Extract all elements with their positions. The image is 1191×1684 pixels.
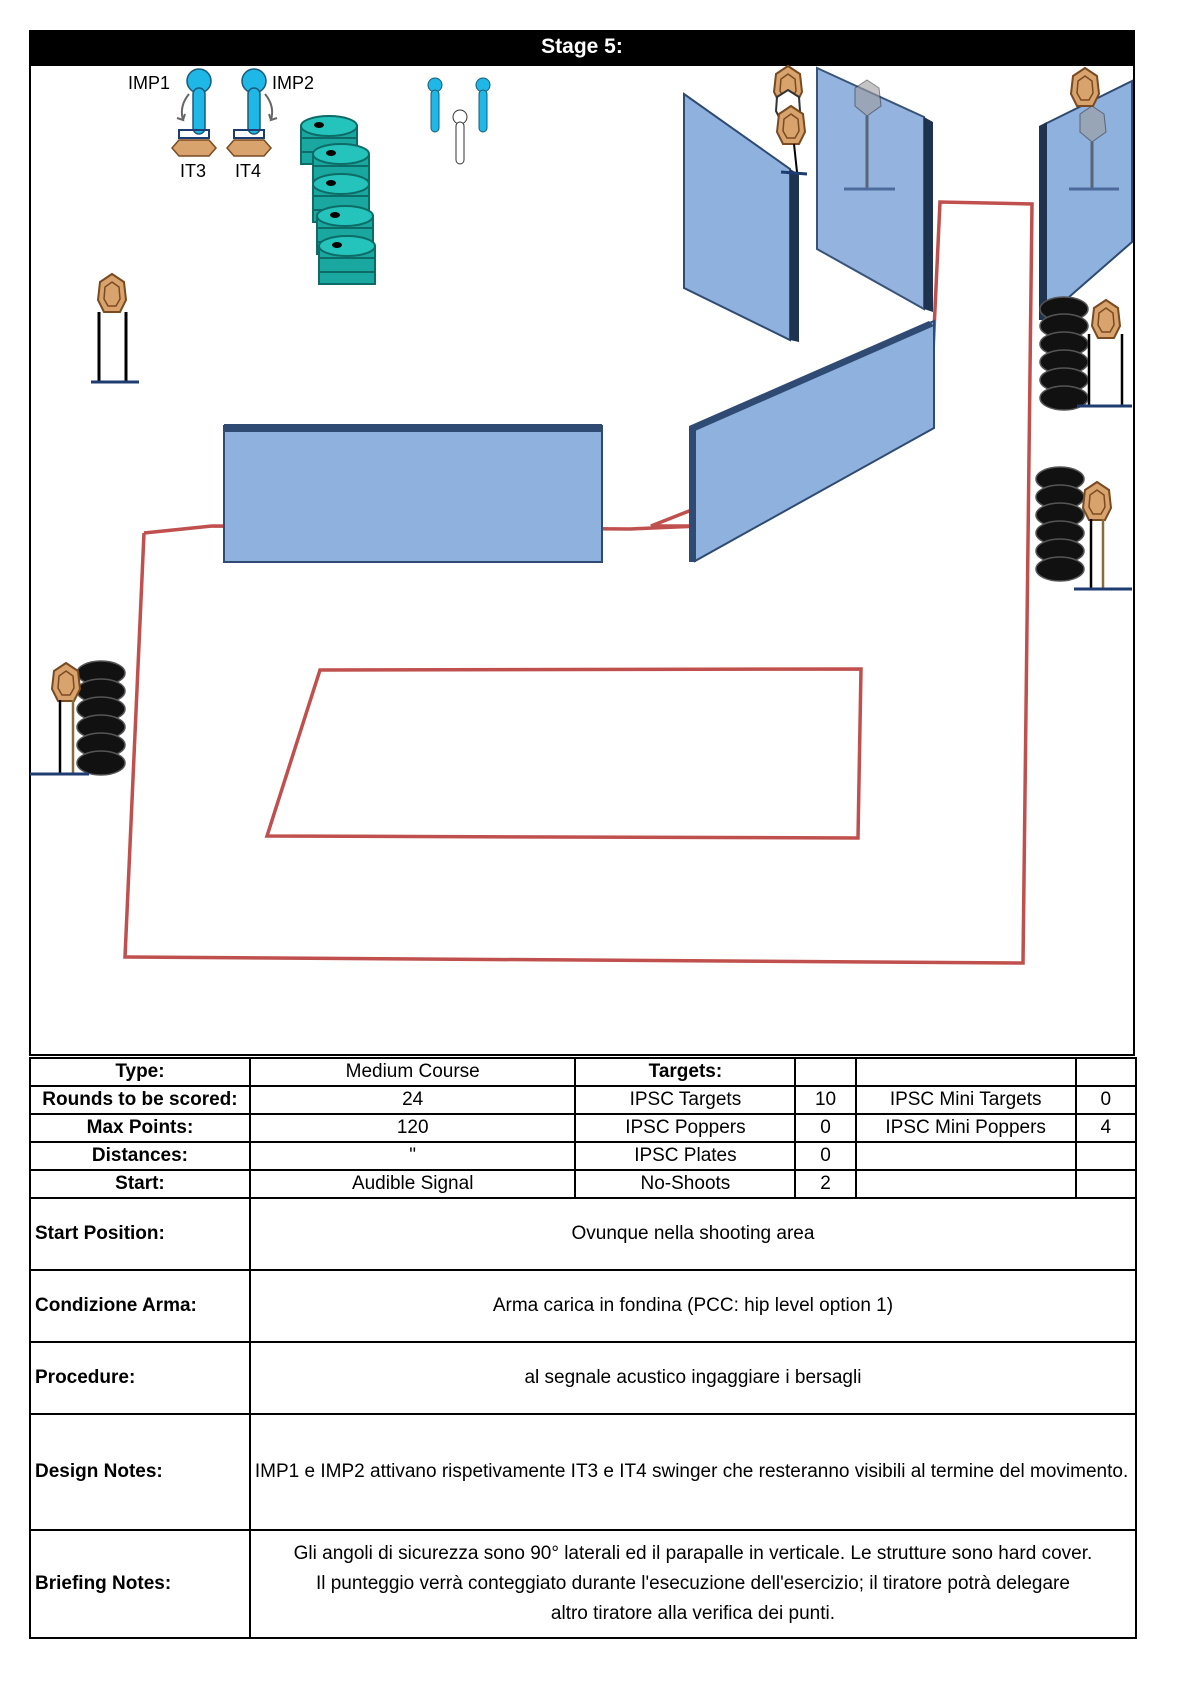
targets-header: Targets: — [575, 1058, 795, 1086]
rounds-value: 24 — [250, 1086, 576, 1114]
distances-value: " — [250, 1142, 576, 1170]
ipsc-plates-label: IPSC Plates — [575, 1142, 795, 1170]
briefing-notes-label: Briefing Notes: — [30, 1530, 250, 1638]
ipsc-target-top-right — [1071, 68, 1099, 106]
stage-diagram — [29, 64, 1135, 1056]
condizione-arma-label: Condizione Arma: — [30, 1270, 250, 1342]
procedure-value: al segnale acustico ingaggiare i bersagli — [250, 1342, 1136, 1414]
it3-label: IT3 — [180, 161, 207, 181]
briefing-line-1: Gli angoli di sicurezza sono 90° laterali ed il parapalle in verticale. Le strutture sono hard cover. — [293, 1543, 1093, 1564]
ipsc-target-top-b — [777, 106, 805, 144]
tire-stack-left — [77, 661, 125, 775]
mini-poppers-label: IPSC Mini Poppers — [856, 1114, 1076, 1142]
design-notes-value: IMP1 e IMP2 attivano rispetivamente IT3 e IT4 swinger che resteranno visibili al termine del movimento. — [250, 1414, 1136, 1530]
noshoots-label: No-Shoots — [575, 1170, 795, 1198]
stage-info-table — [29, 1057, 1137, 1639]
tire-stack-right-1 — [1040, 297, 1088, 410]
ipsc-targets-label: IPSC Targets — [575, 1086, 795, 1114]
condizione-arma-value: Arma carica in fondina (PCC: hip level option 1) — [250, 1270, 1136, 1342]
ipsc-targets-value: 10 — [795, 1086, 855, 1114]
mini-targets-value: 0 — [1076, 1086, 1136, 1114]
briefing-line-2: Il punteggio verrà conteggiato durante l'esecuzione dell'esercizio; il tiratore potrà delegare — [315, 1573, 1070, 1594]
maxpoints-label: Max Points: — [30, 1114, 250, 1142]
noshoots-value: 2 — [795, 1170, 855, 1198]
ipsc-poppers-value: 0 — [795, 1114, 855, 1142]
type-value: Medium Course — [250, 1058, 576, 1086]
briefing-line-3: altro tiratore alla verifica dei punti. — [550, 1603, 835, 1624]
it4-label: IT4 — [235, 161, 262, 181]
wall-center — [224, 424, 602, 562]
ipsc-poppers-label: IPSC Poppers — [575, 1114, 795, 1142]
tire-stack-right-2 — [1036, 467, 1084, 581]
stage-title: Stage 5: — [29, 30, 1135, 64]
briefing-notes-value — [250, 1530, 1136, 1638]
start-label: Start: — [30, 1170, 250, 1198]
imp1-label: IMP1 — [128, 73, 171, 93]
mini-poppers-value: 4 — [1076, 1114, 1136, 1142]
type-label: Type: — [30, 1058, 250, 1086]
start-position-value: Ovunque nella shooting area — [250, 1198, 1136, 1270]
start-position-label: Start Position: — [30, 1198, 250, 1270]
ipsc-plates-value: 0 — [795, 1142, 855, 1170]
imp2-label: IMP2 — [272, 73, 315, 93]
procedure-label: Procedure: — [30, 1342, 250, 1414]
mini-targets-label: IPSC Mini Targets — [856, 1086, 1076, 1114]
rounds-label: Rounds to be scored: — [30, 1086, 250, 1114]
distances-label: Distances: — [30, 1142, 250, 1170]
start-value: Audible Signal — [250, 1170, 576, 1198]
design-notes-label: Design Notes: — [30, 1414, 250, 1530]
maxpoints-value: 120 — [250, 1114, 576, 1142]
